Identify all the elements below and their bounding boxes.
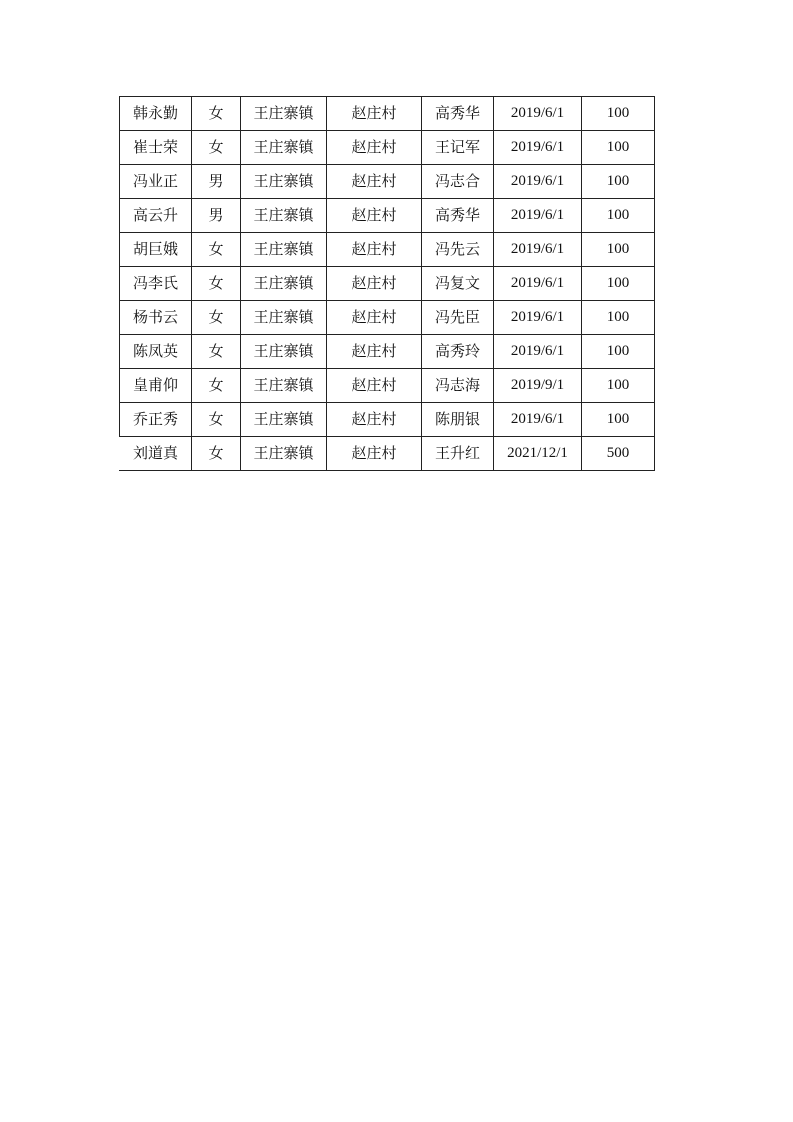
village-cell: 赵庄村 bbox=[327, 335, 422, 369]
name-cell: 崔士荣 bbox=[120, 131, 192, 165]
village-cell: 赵庄村 bbox=[327, 301, 422, 335]
name-cell: 冯李氏 bbox=[120, 267, 192, 301]
town-cell: 王庄寨镇 bbox=[241, 165, 327, 199]
table-row bbox=[120, 233, 655, 267]
amount-cell: 100 bbox=[582, 131, 655, 165]
sex-cell: 男 bbox=[192, 199, 241, 233]
date-cell: 2019/6/1 bbox=[494, 131, 582, 165]
village-cell: 赵庄村 bbox=[327, 267, 422, 301]
date-cell: 2019/6/1 bbox=[494, 233, 582, 267]
sex-cell: 女 bbox=[192, 267, 241, 301]
date-cell: 2019/6/1 bbox=[494, 301, 582, 335]
amount-cell: 100 bbox=[582, 369, 655, 403]
town-cell: 王庄寨镇 bbox=[241, 335, 327, 369]
name-cell: 胡巨娥 bbox=[120, 233, 192, 267]
date-cell: 2021/12/1 bbox=[494, 437, 582, 471]
amount-cell: 100 bbox=[582, 267, 655, 301]
table-row bbox=[120, 437, 655, 471]
date-cell: 2019/9/1 bbox=[494, 369, 582, 403]
name-cell: 皇甫仰 bbox=[120, 369, 192, 403]
name-cell: 刘道真 bbox=[120, 437, 192, 471]
sex-cell: 女 bbox=[192, 403, 241, 437]
date-cell: 2019/6/1 bbox=[494, 97, 582, 131]
table-row bbox=[120, 131, 655, 165]
amount-cell: 500 bbox=[582, 437, 655, 471]
contact-cell: 王升红 bbox=[422, 437, 494, 471]
town-cell: 王庄寨镇 bbox=[241, 301, 327, 335]
amount-cell: 100 bbox=[582, 97, 655, 131]
amount-cell: 100 bbox=[582, 199, 655, 233]
contact-cell: 高秀玲 bbox=[422, 335, 494, 369]
name-cell: 高云升 bbox=[120, 199, 192, 233]
records-table bbox=[119, 96, 655, 471]
sex-cell: 女 bbox=[192, 301, 241, 335]
table-row bbox=[120, 335, 655, 369]
town-cell: 王庄寨镇 bbox=[241, 369, 327, 403]
table-row bbox=[120, 301, 655, 335]
town-cell: 王庄寨镇 bbox=[241, 97, 327, 131]
name-cell: 杨书云 bbox=[120, 301, 192, 335]
name-cell: 乔正秀 bbox=[120, 403, 192, 437]
sex-cell: 女 bbox=[192, 369, 241, 403]
sex-cell: 女 bbox=[192, 437, 241, 471]
town-cell: 王庄寨镇 bbox=[241, 403, 327, 437]
contact-cell: 陈朋银 bbox=[422, 403, 494, 437]
amount-cell: 100 bbox=[582, 301, 655, 335]
amount-cell: 100 bbox=[582, 335, 655, 369]
contact-cell: 高秀华 bbox=[422, 97, 494, 131]
date-cell: 2019/6/1 bbox=[494, 403, 582, 437]
contact-cell: 冯先臣 bbox=[422, 301, 494, 335]
sex-cell: 女 bbox=[192, 233, 241, 267]
town-cell: 王庄寨镇 bbox=[241, 199, 327, 233]
sex-cell: 女 bbox=[192, 97, 241, 131]
town-cell: 王庄寨镇 bbox=[241, 267, 327, 301]
date-cell: 2019/6/1 bbox=[494, 267, 582, 301]
table-row bbox=[120, 97, 655, 131]
table-row bbox=[120, 165, 655, 199]
date-cell: 2019/6/1 bbox=[494, 335, 582, 369]
name-cell: 韩永勤 bbox=[120, 97, 192, 131]
village-cell: 赵庄村 bbox=[327, 437, 422, 471]
village-cell: 赵庄村 bbox=[327, 233, 422, 267]
table-row bbox=[120, 267, 655, 301]
amount-cell: 100 bbox=[582, 165, 655, 199]
village-cell: 赵庄村 bbox=[327, 131, 422, 165]
village-cell: 赵庄村 bbox=[327, 403, 422, 437]
name-cell: 陈凤英 bbox=[120, 335, 192, 369]
village-cell: 赵庄村 bbox=[327, 165, 422, 199]
village-cell: 赵庄村 bbox=[327, 97, 422, 131]
table-row bbox=[120, 199, 655, 233]
table-row bbox=[120, 369, 655, 403]
town-cell: 王庄寨镇 bbox=[241, 437, 327, 471]
village-cell: 赵庄村 bbox=[327, 199, 422, 233]
contact-cell: 冯复文 bbox=[422, 267, 494, 301]
town-cell: 王庄寨镇 bbox=[241, 131, 327, 165]
contact-cell: 冯志海 bbox=[422, 369, 494, 403]
town-cell: 王庄寨镇 bbox=[241, 233, 327, 267]
contact-cell: 王记军 bbox=[422, 131, 494, 165]
sex-cell: 男 bbox=[192, 165, 241, 199]
sex-cell: 女 bbox=[192, 131, 241, 165]
amount-cell: 100 bbox=[582, 403, 655, 437]
date-cell: 2019/6/1 bbox=[494, 199, 582, 233]
contact-cell: 冯志合 bbox=[422, 165, 494, 199]
amount-cell: 100 bbox=[582, 233, 655, 267]
name-cell: 冯业正 bbox=[120, 165, 192, 199]
village-cell: 赵庄村 bbox=[327, 369, 422, 403]
contact-cell: 高秀华 bbox=[422, 199, 494, 233]
date-cell: 2019/6/1 bbox=[494, 165, 582, 199]
sex-cell: 女 bbox=[192, 335, 241, 369]
table-row bbox=[120, 403, 655, 437]
contact-cell: 冯先云 bbox=[422, 233, 494, 267]
